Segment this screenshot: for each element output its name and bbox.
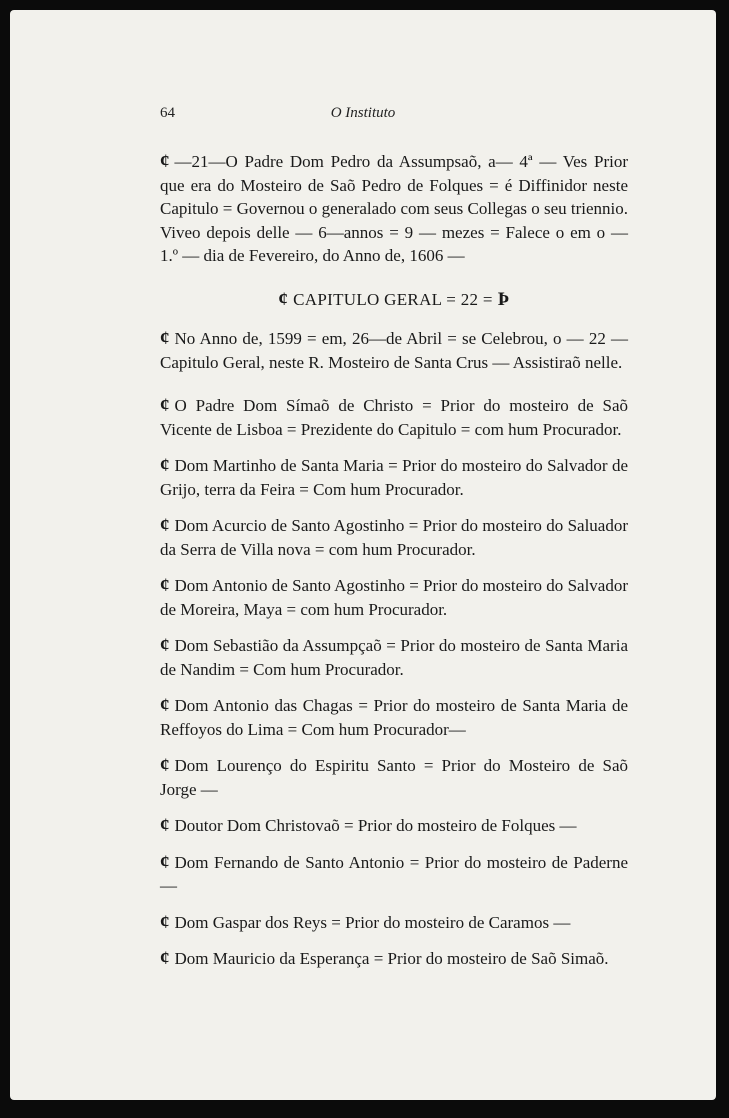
paragraph-mark-icon: ¢ [278, 288, 289, 310]
paragraph-mark-icon: ¢ [160, 575, 170, 596]
member-text: Dom Fernando de Santo Antonio = Prior do mosteiro de Paderne — [160, 852, 628, 895]
member-paragraph [160, 694, 628, 741]
running-title: O Instituto [330, 105, 396, 121]
member-paragraph [160, 514, 628, 561]
entry-text: —21—O Padre Dom Pedro da Assumpsaõ, a— 4ª — Ves Prior que era do Mosteiro de Saõ Pedro de Folques = é Diffinidor neste Capitulo = Governou o generalado com seus Collegas o seu triennio. Viveo depois delle — 6—annos = 9 — mezes = Falece o em o — 1.º — dia de Fevereiro, do Anno de, 1606 — [160, 152, 629, 265]
paragraph-mark-icon: ¢ [160, 635, 170, 656]
member-paragraph [160, 454, 628, 501]
page-number: 64 [160, 105, 175, 121]
member-paragraph [160, 814, 628, 838]
member-text: Dom Antonio das Chagas = Prior do mosteiro de Santa Maria de Reffoyos do Lima = Com hum Procurador— [160, 696, 628, 739]
member-text: Dom Sebastião da Assumpçaõ = Prior do mosteiro de Santa Maria de Nandim = Com hum Procurador. [160, 636, 628, 679]
paragraph-mark-icon: ¢ [160, 815, 170, 836]
member-text: Doutor Dom Christovaõ = Prior do mosteiro de Folques — [174, 816, 577, 835]
member-text: O Padre Dom Símaõ de Christo = Prior do mosteiro de Saõ Vicente de Lisboa = Prezidente do Capitulo = com hum Procurador. [160, 396, 628, 439]
paragraph-mark-icon: ¢ [160, 328, 170, 349]
member-paragraph [160, 911, 628, 935]
member-paragraph [160, 394, 628, 441]
paragraph-mark-icon: ¢ [160, 755, 170, 776]
paragraph-mark-icon: ¢ [160, 151, 170, 172]
paragraph-mark-icon: ¢ [160, 515, 170, 536]
book-page [10, 10, 716, 1100]
member-paragraph [160, 634, 628, 681]
member-paragraph [160, 754, 628, 801]
paragraph-mark-icon: ¢ [160, 395, 170, 416]
chapter-heading-text: CAPITULO GERAL = 22 = [293, 289, 493, 309]
member-paragraph [160, 947, 628, 971]
opening-paragraph [160, 327, 628, 374]
paragraph-mark-icon: ¢ [160, 455, 170, 476]
paragraph-mark-icon: ¢ [160, 851, 170, 873]
page-body [160, 150, 628, 971]
member-paragraph [160, 574, 628, 621]
chapter-heading [160, 288, 628, 312]
paragraph-mark-icon: ¢ [160, 695, 170, 716]
paragraph-mark-icon: ¢ [160, 948, 170, 969]
member-text: Dom Gaspar dos Reys = Prior do mosteiro de Caramos — [174, 912, 571, 932]
running-header [10, 105, 716, 125]
member-text: Dom Lourenço do Espiritu Santo = Prior do Mosteiro de Saõ Jorge — [160, 756, 628, 799]
member-text: Dom Mauricio da Esperança = Prior do mosteiro de Saõ Simaõ. [174, 949, 609, 968]
member-text: Dom Martinho de Santa Maria = Prior do mosteiro do Salvador de Grijo, terra da Feira = Com hum Procurador. [160, 456, 628, 499]
opening-text: No Anno de, 1599 = em, 26—de Abril = se Celebrou, o — 22 — Capitulo Geral, neste R. Mosteiro de Santa Crus — Assistiraõ nelle. [160, 329, 628, 372]
entry-paragraph [160, 150, 628, 268]
closing-mark-icon: Þ [497, 288, 510, 310]
member-paragraph [160, 851, 628, 898]
member-text: Dom Antonio de Santo Agostinho = Prior do mosteiro do Salvador de Moreira, Maya = com hum Procurador. [160, 576, 628, 619]
paragraph-mark-icon: ¢ [160, 911, 170, 933]
member-text: Dom Acurcio de Santo Agostinho = Prior do mosteiro do Saluador da Serra de Villa nova = com hum Procurador. [160, 516, 628, 559]
